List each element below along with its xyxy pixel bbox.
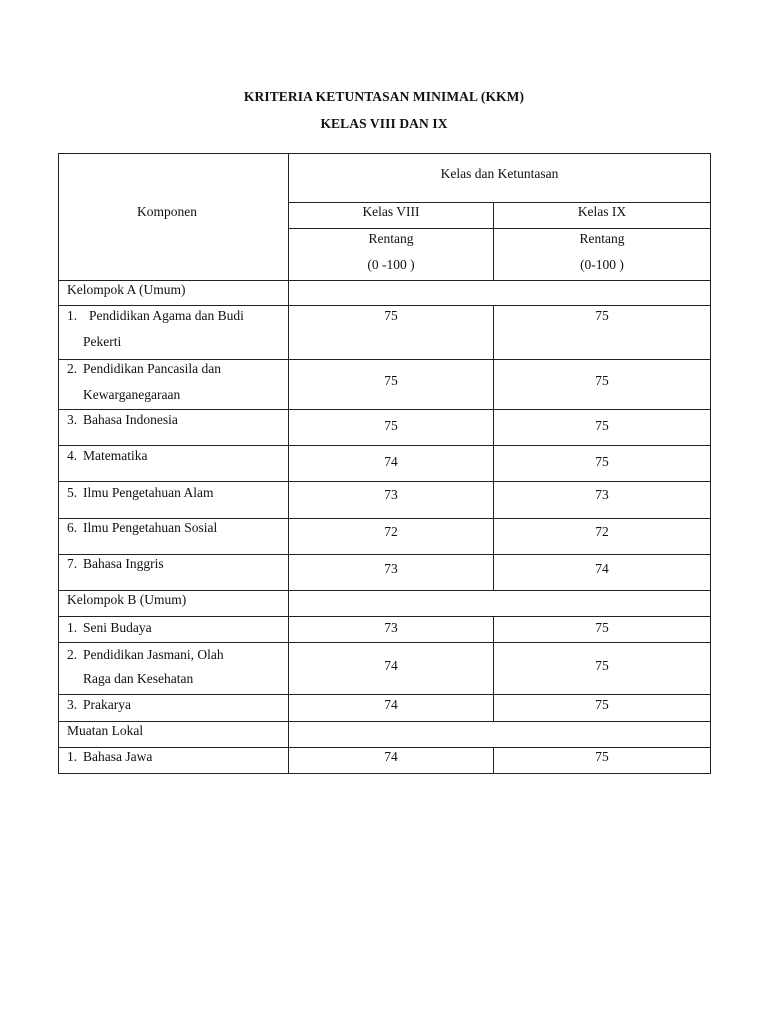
kkm-viii-value: 75 bbox=[384, 308, 398, 323]
subject-name: Ilmu Pengetahuan Sosial bbox=[83, 520, 218, 535]
section-label-empty-cell bbox=[288, 590, 711, 617]
subject-cell bbox=[58, 481, 289, 519]
header-kelas-viii: Kelas VIII bbox=[362, 204, 420, 219]
kkm-ix-value: 72 bbox=[595, 524, 609, 539]
subject-number: 5. bbox=[67, 485, 78, 500]
subject-name: Bahasa Jawa bbox=[83, 749, 153, 764]
kkm-viii-value: 74 bbox=[384, 697, 398, 712]
kkm-ix-cell bbox=[493, 409, 711, 446]
subject-number: 7. bbox=[67, 556, 78, 571]
kkm-ix-value: 75 bbox=[595, 418, 609, 433]
header-range-label-viii: Rentang bbox=[368, 231, 414, 246]
kkm-ix-cell bbox=[493, 747, 711, 774]
section-label-cell bbox=[58, 280, 289, 306]
subject-cell bbox=[58, 445, 289, 482]
subject-number: 1. bbox=[67, 620, 78, 635]
kkm-viii-cell bbox=[288, 481, 494, 519]
header-col2-range-cell bbox=[493, 228, 711, 281]
document-title: KRITERIA KETUNTASAN MINIMAL (KKM) bbox=[243, 89, 525, 104]
header-komponen: Komponen bbox=[137, 204, 197, 219]
kkm-viii-cell bbox=[288, 554, 494, 591]
kkm-ix-value: 75 bbox=[595, 373, 609, 388]
subject-cell bbox=[58, 747, 289, 774]
subject-number: 4. bbox=[67, 448, 78, 463]
section-label: Kelompok B (Umum) bbox=[67, 592, 187, 607]
subject-number: 2. bbox=[67, 361, 78, 376]
subject-name-continued: Kewarganegaraan bbox=[83, 387, 181, 402]
kkm-viii-cell bbox=[288, 694, 494, 722]
subject-cell bbox=[58, 616, 289, 643]
subject-name: Pendidikan Agama dan Budi bbox=[89, 308, 244, 323]
subject-name: Pendidikan Jasmani, Olah bbox=[83, 647, 224, 662]
subject-number: 6. bbox=[67, 520, 78, 535]
kkm-ix-cell bbox=[493, 305, 711, 360]
subject-name: Matematika bbox=[83, 448, 148, 463]
kkm-viii-cell bbox=[288, 305, 494, 360]
section-label: Muatan Lokal bbox=[67, 723, 144, 738]
header-kelas-ix: Kelas IX bbox=[577, 204, 627, 219]
kkm-viii-cell bbox=[288, 518, 494, 555]
subject-name: Seni Budaya bbox=[83, 620, 152, 635]
kkm-viii-value: 75 bbox=[384, 418, 398, 433]
kkm-ix-value: 75 bbox=[595, 308, 609, 323]
kkm-viii-value: 74 bbox=[384, 749, 398, 764]
kkm-viii-cell bbox=[288, 409, 494, 446]
subject-name-continued: Raga dan Kesehatan bbox=[83, 671, 194, 686]
header-group: Kelas dan Ketuntasan bbox=[440, 166, 559, 181]
subject-name: Pendidikan Pancasila dan bbox=[83, 361, 221, 376]
subject-cell bbox=[58, 554, 289, 591]
subject-cell bbox=[58, 518, 289, 555]
kkm-ix-value: 75 bbox=[595, 749, 609, 764]
kkm-ix-cell bbox=[493, 359, 711, 410]
kkm-ix-cell bbox=[493, 554, 711, 591]
kkm-viii-value: 73 bbox=[384, 620, 398, 635]
kkm-viii-cell bbox=[288, 359, 494, 410]
header-col1-cell bbox=[288, 202, 494, 229]
kkm-ix-cell bbox=[493, 694, 711, 722]
kkm-ix-cell bbox=[493, 642, 711, 695]
subject-name: Bahasa Inggris bbox=[83, 556, 164, 571]
subject-number: 1. bbox=[67, 308, 78, 323]
kkm-ix-cell bbox=[493, 616, 711, 643]
kkm-ix-cell bbox=[493, 518, 711, 555]
subject-number: 2. bbox=[67, 647, 78, 662]
kkm-viii-value: 72 bbox=[384, 524, 398, 539]
kkm-ix-value: 75 bbox=[595, 658, 609, 673]
kkm-ix-value: 75 bbox=[595, 454, 609, 469]
kkm-ix-cell bbox=[493, 445, 711, 482]
kkm-ix-cell bbox=[493, 481, 711, 519]
subject-name: Prakarya bbox=[83, 697, 131, 712]
header-range-viii: (0 -100 ) bbox=[367, 257, 415, 272]
kkm-viii-cell bbox=[288, 445, 494, 482]
header-col2-cell bbox=[493, 202, 711, 229]
subject-cell bbox=[58, 359, 289, 410]
kkm-ix-value: 73 bbox=[595, 487, 609, 502]
section-label: Kelompok A (Umum) bbox=[67, 282, 186, 297]
subject-name-continued: Pekerti bbox=[83, 334, 122, 349]
subject-cell bbox=[58, 305, 289, 360]
kkm-viii-cell bbox=[288, 616, 494, 643]
kkm-viii-value: 74 bbox=[384, 658, 398, 673]
section-label-cell bbox=[58, 721, 289, 748]
subject-number: 3. bbox=[67, 697, 78, 712]
subject-number: 1. bbox=[67, 749, 78, 764]
subject-cell bbox=[58, 409, 289, 446]
kkm-viii-value: 75 bbox=[384, 373, 398, 388]
document-subtitle: KELAS VIII DAN IX bbox=[320, 116, 448, 131]
header-col1-range-cell bbox=[288, 228, 494, 281]
header-range-label-ix: Rentang bbox=[579, 231, 625, 246]
section-label-cell bbox=[58, 590, 289, 617]
kkm-viii-value: 73 bbox=[384, 561, 398, 576]
subject-cell bbox=[58, 642, 289, 695]
kkm-viii-cell bbox=[288, 747, 494, 774]
subject-number: 3. bbox=[67, 412, 78, 427]
section-label-empty-cell bbox=[288, 280, 711, 306]
kkm-viii-cell bbox=[288, 642, 494, 695]
header-range-ix: (0-100 ) bbox=[580, 257, 624, 272]
section-label-empty-cell bbox=[288, 721, 711, 748]
subject-name: Ilmu Pengetahuan Alam bbox=[83, 485, 214, 500]
kkm-viii-value: 74 bbox=[384, 454, 398, 469]
header-group-cell bbox=[288, 153, 711, 203]
kkm-ix-value: 75 bbox=[595, 620, 609, 635]
kkm-viii-value: 73 bbox=[384, 487, 398, 502]
subject-name: Bahasa Indonesia bbox=[83, 412, 178, 427]
kkm-ix-value: 75 bbox=[595, 697, 609, 712]
kkm-ix-value: 74 bbox=[595, 561, 609, 576]
header-komponen-cell bbox=[58, 153, 289, 281]
subject-cell bbox=[58, 694, 289, 722]
